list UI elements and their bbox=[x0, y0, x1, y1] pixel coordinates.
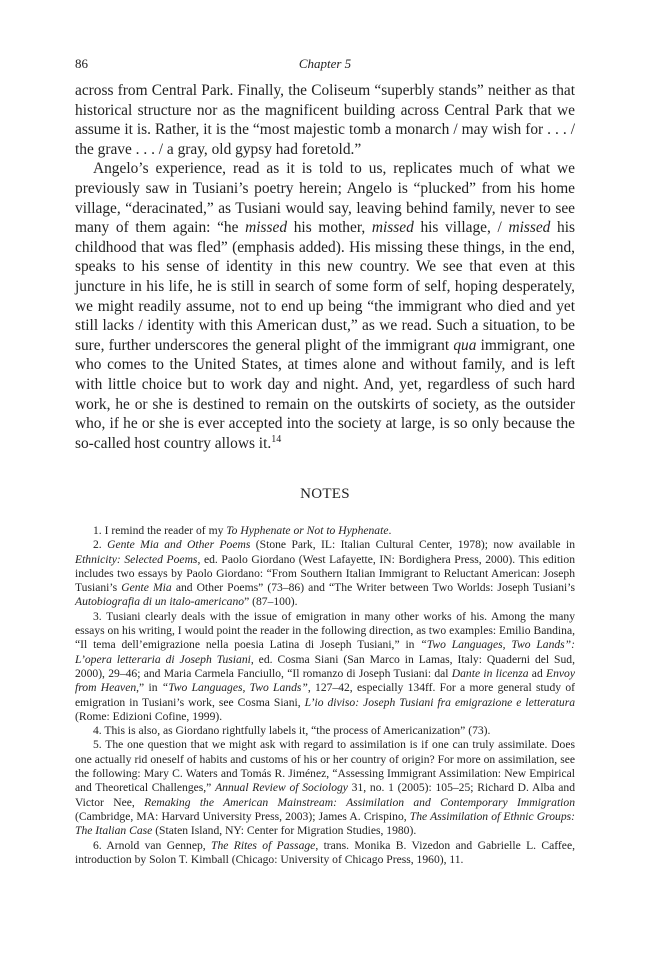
text-run: Angelo’s experience, read as it is told to us, replicates much of what we previously saw in Tusiani’s poetry herein; Angelo is “plucked” from his home village, “deracinated,” as Tusiani would say, leaving behind family, never to see many of them again: “he bbox=[75, 160, 575, 237]
text-run: his village, / bbox=[413, 219, 509, 237]
footnote-ref[interactable]: 14 bbox=[271, 433, 282, 445]
text-run: ,” in bbox=[136, 681, 162, 695]
text-run: (Rome: Edizioni Cofine, 1999). bbox=[75, 709, 223, 723]
text-run: (Staten Island, NY: Center for Migration Studies, 1980). bbox=[152, 824, 417, 838]
note-2 bbox=[75, 538, 575, 609]
page-number: 86 bbox=[75, 56, 88, 71]
text-run: immigrant, one who comes to the United States, at times alone and without family, and is left with little choice but to work day and night. And, yet, regardless of such hard work, he or she is destined to remain on the outskirts of society, as the outsider who, if he or she is ever accepted into the society at large, is so only because the so-called host country allows it. bbox=[75, 336, 575, 452]
text-run: , 127–42, especially 134ff. For a more general study of emigration in Tusiani’s work, see Cosma Siani, bbox=[75, 681, 576, 709]
text-run: 5. The one question that we might ask with regard to assimilation is if one can truly assimilate. Does one actually rid oneself of habits and customs of his or her country of origin? For more on assimilation, see the following: Mary C. Waters and Tomás R. Jiménez, “Assessing Immigrant Assimilation: New Empirical and Theoretical Challenges,” bbox=[75, 738, 575, 795]
text-run: 3. Tusiani clearly deals with the issue of emigration in many other works of his. Among the many essays on his writing, I would point the reader in the following direction, as two examples: Emilio Bandina, “Il tema dell’emigrazione nella poesia Latina di Joseph Tusiani,” in bbox=[75, 609, 575, 652]
title: Annual Review of Sociology bbox=[215, 781, 348, 795]
text-run: ad bbox=[528, 666, 547, 680]
text-run: , trans. Monika B. Vizedon and Gabrielle L. Caffee, introduction by Solon T. Kimball (Chicago: University of Chicago Press, 1960), 11. bbox=[75, 838, 575, 866]
title: Gente Mia bbox=[121, 581, 172, 595]
paragraph-1: across from Central Park. Finally, the Coliseum “superbly stands” neither as that historical structure nor as the magnificent building across Central Park that we assume it is. Rather, it is the “most majestic tomb a monarch / may wish for . . . / the grave . . . / a gray, old gypsy had foretold.” bbox=[75, 82, 575, 158]
text-run: 6. Arnold van Gennep, bbox=[93, 838, 212, 852]
running-header bbox=[75, 56, 575, 74]
text-run: 1. I remind the reader of my bbox=[93, 524, 227, 537]
title: Ethnicity: Selected Poems bbox=[75, 552, 198, 566]
text-run: 2. bbox=[93, 538, 108, 552]
notes-list bbox=[75, 524, 575, 867]
note-3 bbox=[75, 610, 575, 724]
note-4: 4. This is also, as Giordano rightfully labels it, “the process of Americanization” (73). bbox=[93, 724, 491, 738]
text-run: (Stone Park, IL: Italian Cultural Center, 1978); now available in bbox=[250, 538, 575, 552]
text-run: his mother, bbox=[287, 219, 372, 237]
title: “Two Languages, Two Lands” bbox=[161, 681, 308, 695]
text-run: 31, no. 1 (2005): 105–25; Richard D. Alba and Victor Nee, bbox=[75, 781, 576, 809]
text-run: (Cambridge, MA: Harvard University Press, 2003); James A. Crispino, bbox=[75, 809, 410, 823]
note-6 bbox=[75, 839, 575, 868]
title: L’io diviso: Joseph Tusiani fra emigrazione e letteratura bbox=[304, 695, 575, 709]
title: Gente Mia and Other Poems bbox=[107, 538, 251, 552]
title: Autobiografia di un italo-americano bbox=[75, 595, 245, 609]
emphasis: missed bbox=[371, 219, 414, 237]
text-run: . bbox=[388, 524, 392, 537]
notes-heading: NOTES bbox=[300, 486, 350, 502]
title: “Two Languages, Two Lands”: L’opera letteraria di Joseph Tusiani bbox=[75, 638, 575, 666]
text-run: ” (87–100). bbox=[244, 595, 298, 609]
title: Remaking the American Mainstream: Assimilation and Contemporary Immigration bbox=[144, 795, 575, 809]
note-5 bbox=[75, 738, 575, 838]
note-1 bbox=[75, 524, 575, 538]
body-text bbox=[75, 81, 575, 453]
title: To Hyphenate or Not to Hyphenate bbox=[226, 524, 389, 537]
chapter-title: Chapter 5 bbox=[298, 56, 352, 71]
emphasis: missed bbox=[508, 219, 551, 237]
text-run: his childhood that was fled” (emphasis added). His missing these things, in the end, speaks to his sense of identity in this new country. We see that even at this juncture in his life, he is still in search of some form of self, hoping desperately, we might readily assume, not to end up being “the immigrant who died and yet still lacks / identity with this American dust,” as we read. Such a situation, to be sure, further underscores the general plight of the immigrant bbox=[75, 219, 575, 354]
title: Dante in licenza bbox=[451, 666, 529, 680]
paragraph-2 bbox=[75, 159, 575, 453]
title: The Assimilation of Ethnic Groups: The Italian Case bbox=[75, 809, 576, 838]
title: Envoy from Heaven bbox=[75, 666, 575, 695]
emphasis: qua bbox=[453, 336, 477, 354]
text-run: , ed. Paolo Giordano (West Lafayette, IN: Bordighera Press, 2000). This edition includes two essays by Paolo Giordano: “From Southern Italian Immigrant to Reluctant American: Joseph Tusiani’s bbox=[75, 552, 575, 595]
text-run: , ed. Cosma Siani (San Marco in Lamas, Italy: Quaderni del Sud, 2000), 29–46; and Maria Carmela Fanciullo, “Il romanzo di Joseph Tusiani: dal bbox=[75, 652, 575, 680]
emphasis: missed bbox=[245, 219, 288, 237]
text-run: and Other Poems” (73–86) and “The Writer between Two Worlds: Joseph Tusiani’s bbox=[171, 581, 576, 595]
title: The Rites of Passage bbox=[211, 838, 316, 852]
